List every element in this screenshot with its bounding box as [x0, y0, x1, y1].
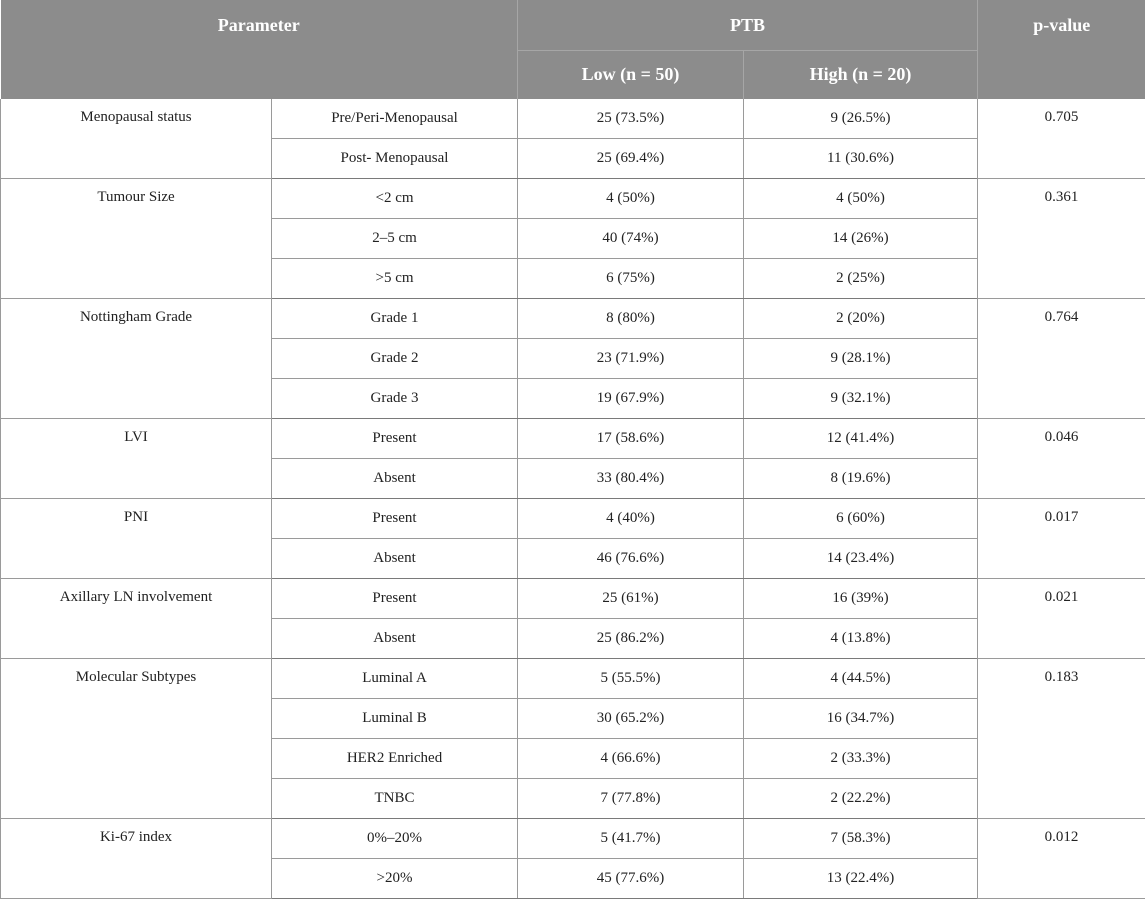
table-row — [1, 298, 1145, 338]
table-body — [1, 99, 1145, 899]
parameter-cell: Menopausal status — [1, 99, 272, 179]
subcategory-cell: 2–5 cm — [272, 218, 518, 258]
low-ptb-cell: 4 (66.6%) — [518, 738, 744, 778]
high-ptb-cell: 4 (44.5%) — [744, 658, 978, 698]
high-ptb-cell: 8 (19.6%) — [744, 458, 978, 498]
header-high: High (n = 20) — [744, 50, 978, 99]
low-ptb-cell: 25 (69.4%) — [518, 138, 744, 178]
subcategory-cell: Grade 3 — [272, 378, 518, 418]
header-parameter: Parameter — [1, 0, 518, 99]
parameter-cell: PNI — [1, 498, 272, 578]
high-ptb-cell: 6 (60%) — [744, 498, 978, 538]
low-ptb-cell: 19 (67.9%) — [518, 378, 744, 418]
high-ptb-cell: 7 (58.3%) — [744, 818, 978, 858]
header-pvalue: p-value — [978, 0, 1145, 99]
parameter-cell: Nottingham Grade — [1, 298, 272, 418]
low-ptb-cell: 5 (41.7%) — [518, 818, 744, 858]
low-ptb-cell: 45 (77.6%) — [518, 858, 744, 898]
pvalue-cell: 0.017 — [978, 498, 1145, 578]
subcategory-cell: Absent — [272, 618, 518, 658]
table-row — [1, 178, 1145, 218]
high-ptb-cell: 2 (22.2%) — [744, 778, 978, 818]
high-ptb-cell: 4 (50%) — [744, 178, 978, 218]
pvalue-cell: 0.183 — [978, 658, 1145, 818]
low-ptb-cell: 25 (73.5%) — [518, 99, 744, 139]
subcategory-cell: Absent — [272, 458, 518, 498]
high-ptb-cell: 9 (32.1%) — [744, 378, 978, 418]
table-row — [1, 418, 1145, 458]
subcategory-cell: Present — [272, 418, 518, 458]
low-ptb-cell: 40 (74%) — [518, 218, 744, 258]
pvalue-cell: 0.046 — [978, 418, 1145, 498]
high-ptb-cell: 14 (23.4%) — [744, 538, 978, 578]
pvalue-cell: 0.012 — [978, 818, 1145, 898]
subcategory-cell: Grade 1 — [272, 298, 518, 338]
high-ptb-cell: 13 (22.4%) — [744, 858, 978, 898]
table-row — [1, 578, 1145, 618]
subcategory-cell: Absent — [272, 538, 518, 578]
table-row — [1, 498, 1145, 538]
high-ptb-cell: 4 (13.8%) — [744, 618, 978, 658]
low-ptb-cell: 5 (55.5%) — [518, 658, 744, 698]
pvalue-cell: 0.705 — [978, 99, 1145, 179]
subcategory-cell: Grade 2 — [272, 338, 518, 378]
pvalue-cell: 0.764 — [978, 298, 1145, 418]
low-ptb-cell: 46 (76.6%) — [518, 538, 744, 578]
subcategory-cell: >20% — [272, 858, 518, 898]
header-ptb: PTB — [518, 0, 978, 50]
subcategory-cell: TNBC — [272, 778, 518, 818]
header-low: Low (n = 50) — [518, 50, 744, 99]
subcategory-cell: Luminal A — [272, 658, 518, 698]
subcategory-cell: Luminal B — [272, 698, 518, 738]
high-ptb-cell: 16 (39%) — [744, 578, 978, 618]
subcategory-cell: Present — [272, 578, 518, 618]
low-ptb-cell: 8 (80%) — [518, 298, 744, 338]
high-ptb-cell: 2 (33.3%) — [744, 738, 978, 778]
table-header — [1, 0, 1145, 99]
parameter-cell: Axillary LN involvement — [1, 578, 272, 658]
parameter-cell: Ki-67 index — [1, 818, 272, 898]
low-ptb-cell: 33 (80.4%) — [518, 458, 744, 498]
parameter-cell: Tumour Size — [1, 178, 272, 298]
subcategory-cell: >5 cm — [272, 258, 518, 298]
low-ptb-cell: 4 (40%) — [518, 498, 744, 538]
high-ptb-cell: 2 (25%) — [744, 258, 978, 298]
high-ptb-cell: 9 (26.5%) — [744, 99, 978, 139]
subcategory-cell: HER2 Enriched — [272, 738, 518, 778]
low-ptb-cell: 25 (61%) — [518, 578, 744, 618]
parameter-cell: Molecular Subtypes — [1, 658, 272, 818]
high-ptb-cell: 11 (30.6%) — [744, 138, 978, 178]
pvalue-cell: 0.021 — [978, 578, 1145, 658]
high-ptb-cell: 14 (26%) — [744, 218, 978, 258]
low-ptb-cell: 17 (58.6%) — [518, 418, 744, 458]
high-ptb-cell: 12 (41.4%) — [744, 418, 978, 458]
parameter-cell: LVI — [1, 418, 272, 498]
subcategory-cell: <2 cm — [272, 178, 518, 218]
subcategory-cell: Present — [272, 498, 518, 538]
table-row — [1, 818, 1145, 858]
high-ptb-cell: 9 (28.1%) — [744, 338, 978, 378]
high-ptb-cell: 16 (34.7%) — [744, 698, 978, 738]
low-ptb-cell: 30 (65.2%) — [518, 698, 744, 738]
subcategory-cell: 0%–20% — [272, 818, 518, 858]
low-ptb-cell: 7 (77.8%) — [518, 778, 744, 818]
table-row — [1, 658, 1145, 698]
low-ptb-cell: 4 (50%) — [518, 178, 744, 218]
table-row — [1, 99, 1145, 139]
low-ptb-cell: 23 (71.9%) — [518, 338, 744, 378]
high-ptb-cell: 2 (20%) — [744, 298, 978, 338]
low-ptb-cell: 25 (86.2%) — [518, 618, 744, 658]
pvalue-cell: 0.361 — [978, 178, 1145, 298]
subcategory-cell: Post- Menopausal — [272, 138, 518, 178]
low-ptb-cell: 6 (75%) — [518, 258, 744, 298]
subcategory-cell: Pre/Peri-Menopausal — [272, 99, 518, 139]
